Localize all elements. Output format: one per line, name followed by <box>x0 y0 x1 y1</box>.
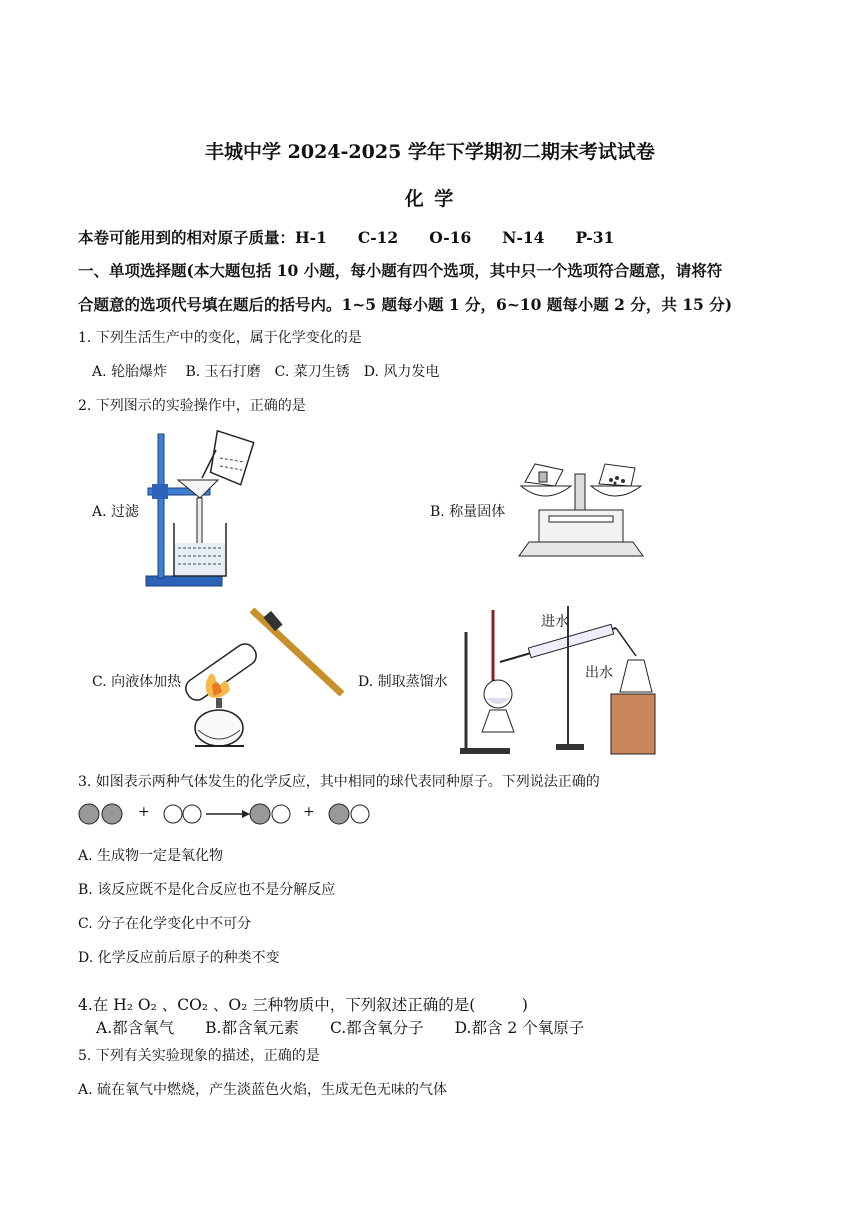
q3-option-c: C. 分子在化学变化中不可分 <box>78 916 252 932</box>
water-in-label: 进水 <box>541 614 569 630</box>
q5-stem: 5. 下列有关实验现象的描述，正确的是 <box>78 1048 320 1064</box>
q4-options: A.都含氧气 B.都含氧元素 C.都含氧分子 D.都含 2 个氧原子 <box>96 1019 585 1037</box>
q1-stem: 1. 下列生活生产中的变化，属于化学变化的是 <box>78 330 362 346</box>
plus-sign-2: + <box>303 804 315 820</box>
section1-instructions-line2: 合题意的选项代号填在题后的括号内。1~5 题每小题 1 分，6~10 题每小题 2 分，共 15 分) <box>78 295 733 314</box>
q1-options: A. 轮胎爆炸 B. 玉石打磨 C. 菜刀生锈 D. 风力发电 <box>92 364 440 380</box>
q3-stem: 3. 如图表示两种气体发生的化学反应，其中相同的球代表同种原子。下列说法正确的 <box>78 774 600 790</box>
section1-instructions-line1: 一、单项选择题(本大题包括 10 小题，每小题有四个选项，其中只一个选项符合题意，请将符 <box>78 261 723 280</box>
filtration-apparatus-figure <box>140 428 260 590</box>
q3-option-b: B. 该反应既不是化合反应也不是分解反应 <box>78 882 336 898</box>
q3-option-a: A. 生成物一定是氧化物 <box>78 848 224 864</box>
q2-option-c-label: C. 向液体加热 <box>92 674 182 690</box>
page-title: 丰城中学 2024-2025 学年下学期初二期末考试试卷 <box>205 141 655 163</box>
q5-option-a: A. 硫在氧气中燃烧，产生淡蓝色火焰，生成无色无味的气体 <box>78 1082 448 1098</box>
q3-option-d: D. 化学反应前后原子的种类不变 <box>78 950 280 966</box>
molecule-reaction-diagram <box>78 802 378 826</box>
q2-option-b-label: B. 称量固体 <box>430 504 506 520</box>
heating-test-tube-figure <box>190 602 350 752</box>
plus-sign-1: + <box>138 804 150 820</box>
distillation-apparatus-figure <box>456 606 661 756</box>
q4-stem: 4.在 H₂ O₂ 、CO₂ 、O₂ 三种物质中，下列叙述正确的是( ) <box>78 996 528 1014</box>
atomic-mass-note: 本卷可能用到的相对原子质量：H-1 C-12 O-16 N-14 P-31 <box>78 228 615 247</box>
q2-stem: 2. 下列图示的实验操作中，正确的是 <box>78 398 306 414</box>
q2-option-d-label: D. 制取蒸馏水 <box>358 674 448 690</box>
q2-option-a-label: A. 过滤 <box>92 504 140 520</box>
subject-title: 化 学 <box>404 188 456 210</box>
balance-scale-figure <box>515 460 647 560</box>
water-out-label: 出水 <box>585 665 613 681</box>
